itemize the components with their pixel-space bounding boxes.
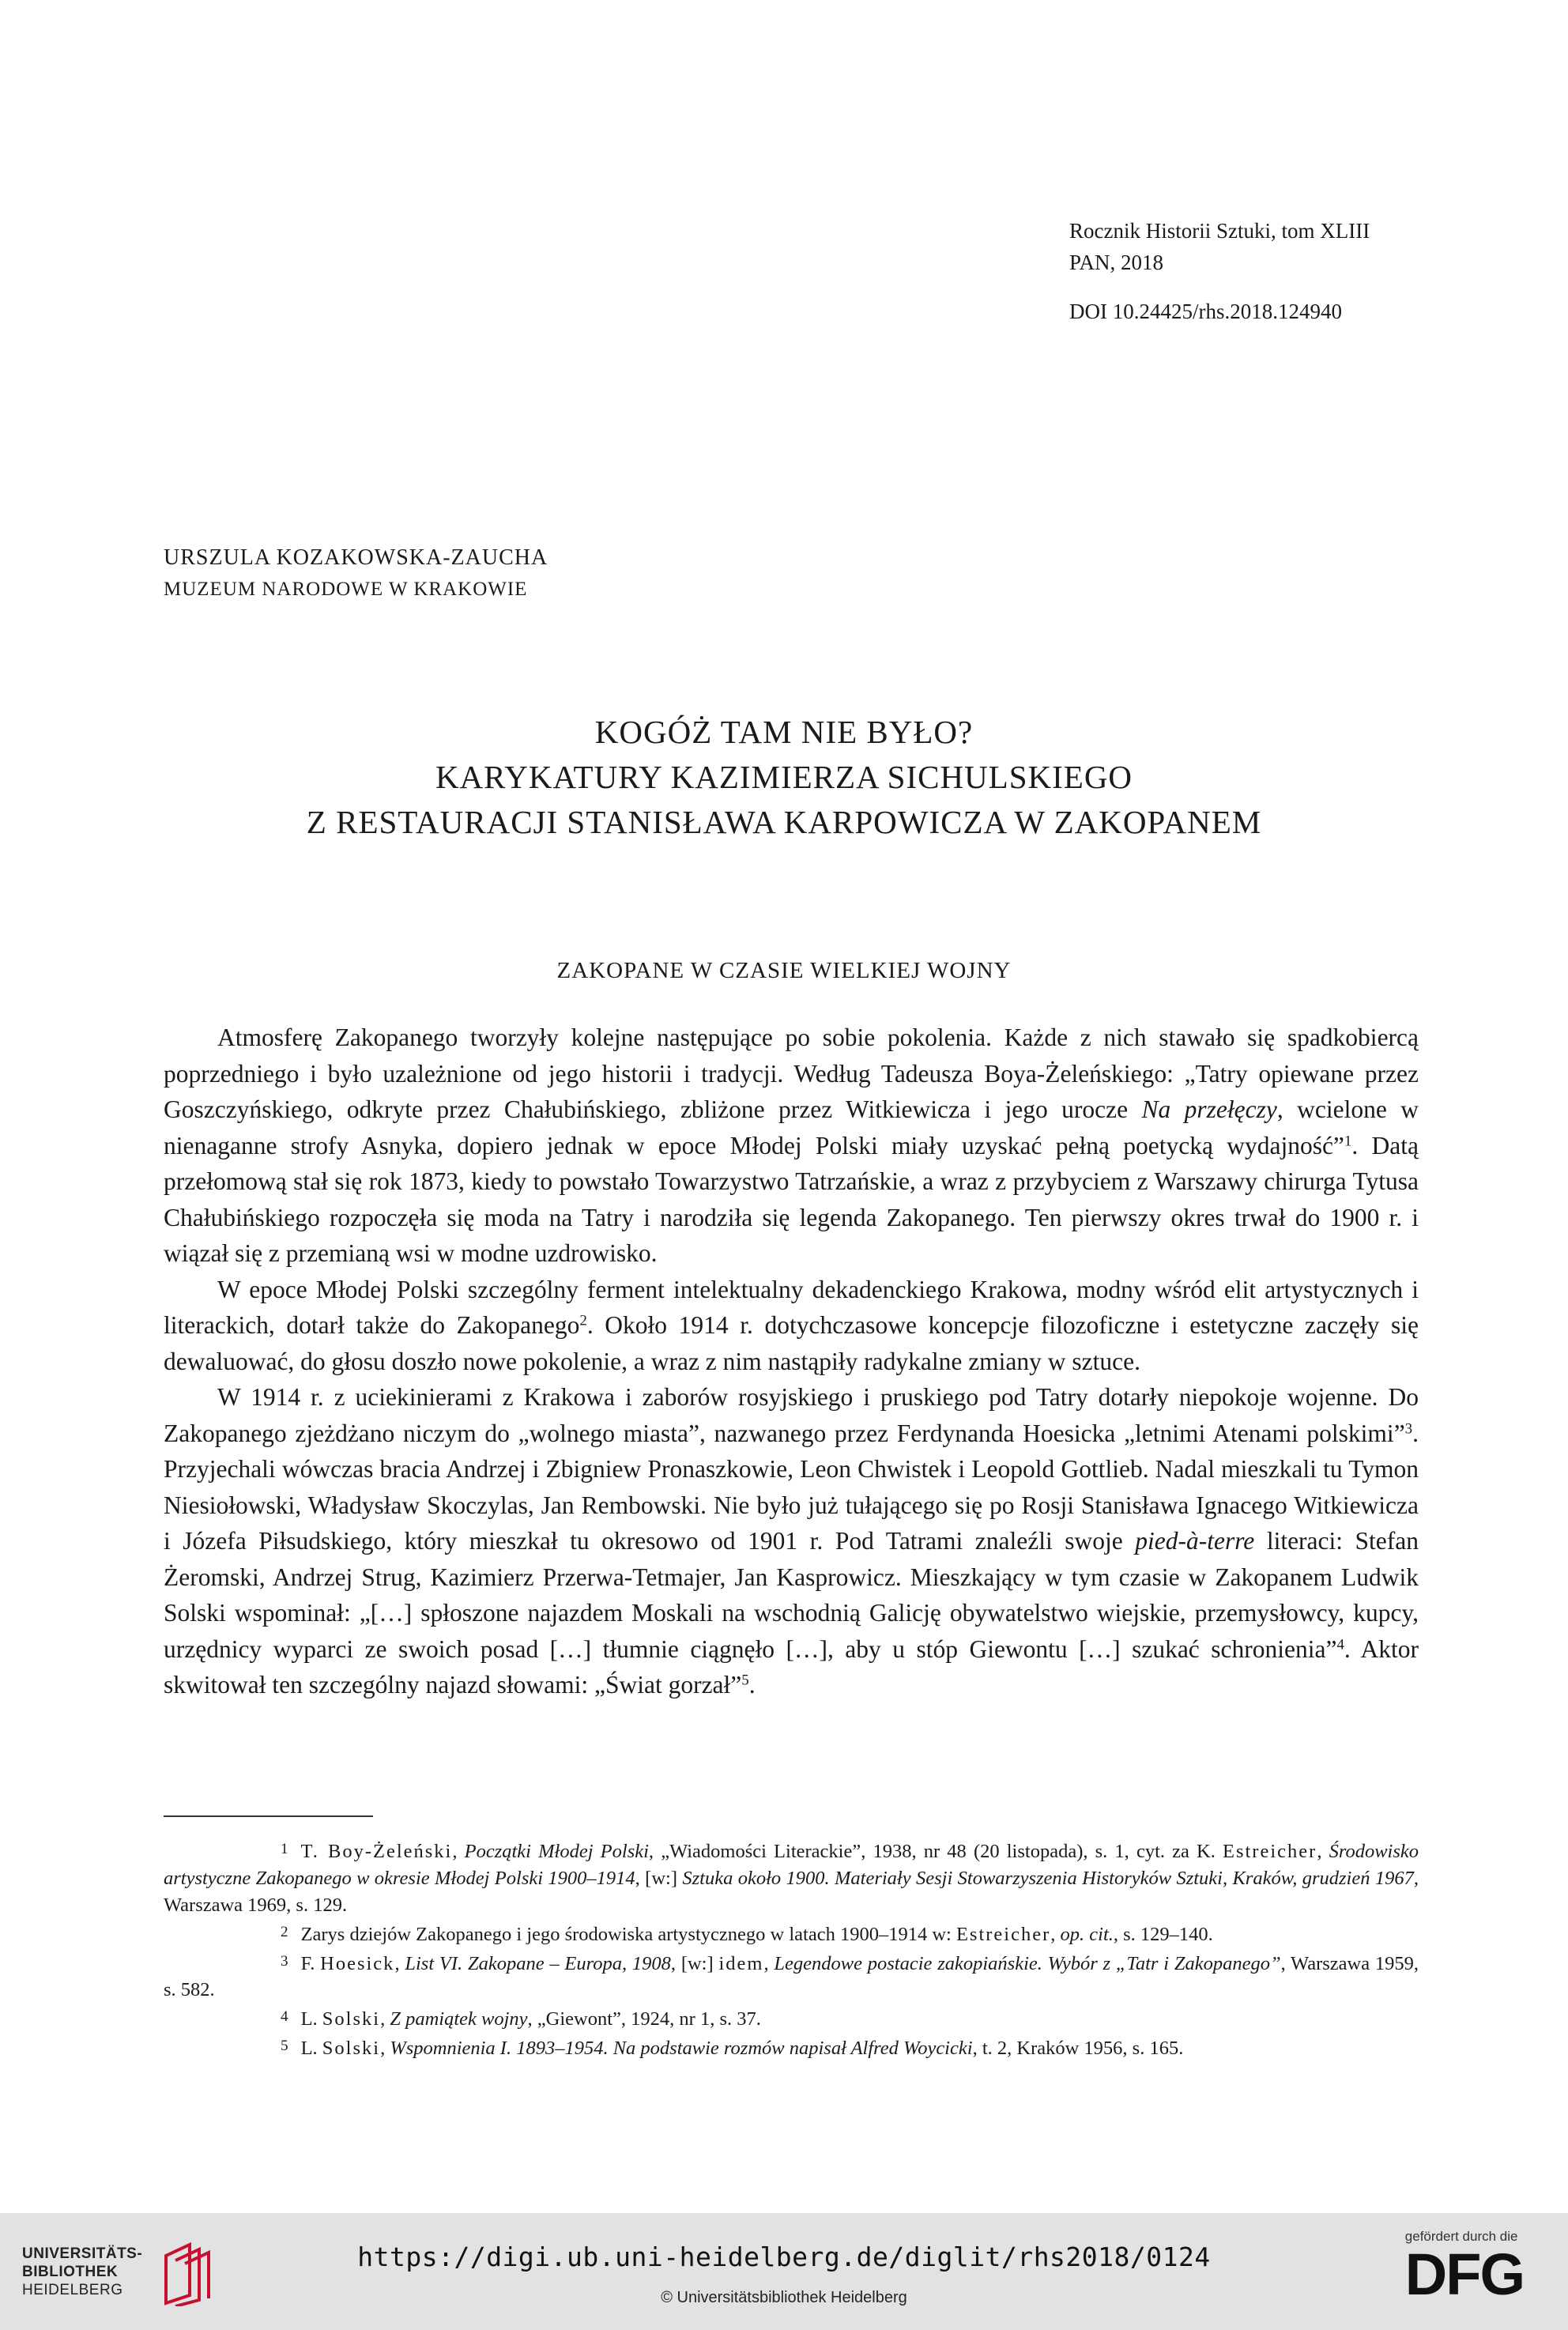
text-run: , „Giewont”, 1924, nr 1, s. 37. bbox=[527, 2008, 761, 2030]
article-title bbox=[0, 710, 1568, 845]
text-run: W epoce Młodej Polski szczególny ferment intelektualny dekadenckiego Krakowa, modny wśród elit artystycznych i literackich, dotarł także do Zakopanego bbox=[164, 1275, 1419, 1339]
text-run: . Aktor skwitował ten szczególny najazd słowami: „Świat gorzał” bbox=[164, 1634, 1419, 1698]
author-name-spaced: Estreicher bbox=[956, 1923, 1051, 1945]
text-run: , bbox=[1050, 1923, 1061, 1945]
library-name-line-3: HEIDELBERG bbox=[22, 2282, 123, 2298]
author-name: URSZULA KOZAKOWSKA-ZAUCHA bbox=[164, 545, 548, 570]
text-run: T. Boy-Żeleński bbox=[300, 1840, 453, 1862]
footnote-4 bbox=[164, 2004, 1419, 2033]
text-run: . Około 1914 r. dotychczasowe koncepcje filozoficzne i estetyczne zaczęły się dewaluować, do głosu doszło nowe pokolenie, a wraz z nim nastąpiły radykalne zmiany w sztuce. bbox=[164, 1311, 1419, 1375]
text-run: , bbox=[763, 1952, 775, 1974]
text-run: . Datą przełomową stał się rok 1873, kiedy to powstało Towarzystwo Tatrzańskie, a wraz z przybyciem z Warszawy chirurga Tytusa Chałubińskiego rozpoczęła się moda na Tatry i narodziła się legenda Zakopanego. Ten pierwszy okres trwał do 1900 r. i wiązał się z przemianą wsi w modne uzdrowisko. bbox=[164, 1131, 1419, 1267]
footnote-1 bbox=[164, 1836, 1419, 1919]
title-line-2: KARYKATURY KAZIMIERZA SICHULSKIEGO bbox=[435, 759, 1133, 795]
italic-title: Środowisko artystyczne Zakopanego w okresie Młodej Polski 1900–1914 bbox=[164, 1840, 1419, 1889]
text-run: , bbox=[452, 1840, 465, 1862]
text-run: , s. 129–140. bbox=[1113, 1923, 1213, 1945]
footnote-number: 2 bbox=[281, 1923, 288, 1940]
text-run: , bbox=[1317, 1840, 1329, 1862]
text-run: F. bbox=[300, 1952, 321, 1974]
dfg-funding-logo[interactable] bbox=[1404, 2229, 1524, 2307]
author-name-spaced: Solski bbox=[322, 2037, 381, 2059]
text-run: , [w:] bbox=[635, 1867, 683, 1889]
text-run: , [w:] bbox=[670, 1952, 719, 1974]
italic-title: Początki Młodej Polski bbox=[464, 1840, 649, 1862]
text-run: , t. 2, Kraków 1956, s. 165. bbox=[972, 2037, 1184, 2059]
text-run: . Przyjechali wówczas bracia Andrzej i Zbigniew Pronaszkowie, Leon Chwistek i Leopold Gottlieb. Nadal mieszkali tu Tymon Niesiołowski, Władysław Skoczylas, Jan Rembowski. Nie było już tułającego się po Rosji Stanisława Ignacego Witkiewicza i Józefa Piłsudskiego, który mieszkał tu okresowo od 1901 r. Pod Tatrami znaleźli swoje bbox=[164, 1419, 1419, 1555]
text-run: W 1914 r. z uciekinierami z Krakowa i zaborów rosyjskiego i pruskiego pod Tatry dotarły niepokoje wojenne. Do Zakopanego zjeżdżano niczym do „wolnego miasta”, nazwanego przez Ferdynanda Hoesicka „letnimi Atenami polskimi” bbox=[164, 1383, 1419, 1447]
funding-label: gefördert durch die bbox=[1404, 2229, 1518, 2244]
italic-title: List VI. Zakopane – Europa, 1908 bbox=[405, 1952, 671, 1974]
footnote-ref[interactable]: 2 bbox=[579, 1312, 587, 1329]
title-line-3: Z RESTAURACJI STANISŁAWA KARPOWICZA W ZAKOPANEM bbox=[306, 804, 1262, 840]
text-run: , Warszawa 1969, s. 129. bbox=[164, 1867, 1419, 1916]
author-name-spaced: Estreicher bbox=[1223, 1840, 1317, 1862]
text-run: . bbox=[748, 1671, 756, 1698]
text-run: Zarys dziejów Zakopanego i jego środowiska artystycznego w latach 1900–1914 w: bbox=[300, 1923, 956, 1945]
paragraph-2 bbox=[164, 1272, 1419, 1380]
footnote-ref[interactable]: 1 bbox=[1344, 1133, 1352, 1150]
footnote-ref[interactable]: 4 bbox=[1336, 1636, 1344, 1653]
author-name-spaced: Hoesick bbox=[320, 1952, 395, 1974]
footnote-5 bbox=[164, 2033, 1419, 2062]
text-run: Atmosferę Zakopanego tworzyły kolejne następujące po sobie pokolenia. Każde z nich stawało się spadkobiercą poprzedniego i było uzależnione od jego historii i tradycji. Według Tadeusza Boya-Żeleńskiego: „Tatry opiewane przez Goszczyńskiego, odkryte przez Chałubińskiego, zbliżone przez Witkiewicza i jego urocze bbox=[164, 1024, 1419, 1123]
italic-title: op. cit. bbox=[1060, 1923, 1114, 1945]
italic-title: Wspomnienia I. 1893–1954. Na podstawie rozmów napisał Alfred Woycicki bbox=[390, 2037, 973, 2059]
journal-title: Rocznik Historii Sztuki, tom XLIII bbox=[1069, 219, 1370, 243]
italic-title: Z pamiątek wojny bbox=[390, 2008, 528, 2030]
text-run: , „Wiadomości Literackie”, 1938, nr 48 (20 listopada), s. 1, cyt. za K. bbox=[648, 1840, 1223, 1862]
footnote-2 bbox=[164, 1919, 1419, 1948]
permalink-url[interactable]: https://digi.ub.uni-heidelberg.de/diglit/rhs2018/0124 bbox=[357, 2241, 1211, 2272]
library-name-line-1: UNIVERSITÄTS- bbox=[22, 2245, 143, 2262]
section-heading: ZAKOPANE W CZASIE WIELKIEJ WOJNY bbox=[556, 958, 1012, 983]
dfg-logo-text: DFG bbox=[1404, 2241, 1524, 2307]
footer-bar bbox=[0, 2213, 1568, 2330]
library-name-line-2: BIBLIOTHEK bbox=[22, 2264, 119, 2280]
copyright-text: © Universitätsbibliothek Heidelberg bbox=[661, 2289, 907, 2306]
author-institution: MUZEUM NARODOWE W KRAKOWIE bbox=[164, 579, 528, 600]
author-name-spaced: idem bbox=[718, 1952, 764, 1974]
text-run: , bbox=[394, 1952, 405, 1974]
article-body bbox=[164, 1020, 1419, 1703]
footnote-rule bbox=[164, 1815, 373, 1817]
text-run: , wcielone w nienaganne strofy Asnyka, dopiero jednak w epoce Młodej Polski miały uzyskać pełną poetycką wydajność” bbox=[164, 1095, 1419, 1159]
title-line-1: KOGÓŻ TAM NIE BYŁO? bbox=[594, 714, 974, 750]
italic-title: Sztuka około 1900. Materiały Sesji Stowarzyszenia Historyków Sztuki, Kraków, grudzień 1967 bbox=[682, 1867, 1414, 1889]
text-run: L. bbox=[300, 2037, 322, 2059]
footnote-number: 5 bbox=[281, 2038, 288, 2055]
footnote-ref[interactable]: 5 bbox=[741, 1672, 749, 1689]
text-run: , bbox=[380, 2037, 390, 2059]
journal-meta bbox=[1069, 215, 1370, 327]
footnote-number: 4 bbox=[281, 2008, 288, 2026]
author-name-spaced: Solski bbox=[322, 2008, 381, 2030]
text-run: literaci: Stefan Żeromski, Andrzej Strug, Kazimierz Przerwa-Tetmajer, Jan Kasprowicz. Mieszkający w tym czasie w Zakopanem Ludwik Solski wspominał: „[…] spłoszone najazdem Moskali na wschodnią Galicję obywatelstwo wiejskie, przemysłowcy, kupcy, urzędnicy wyparci ze swoich posad […] tłumnie ciągnęło […], aby u stóp Giewontu […] szukać schronienia” bbox=[164, 1527, 1419, 1663]
italic-title: Legendowe postacie zakopiańskie. Wybór z „Tatr i Zakopanego” bbox=[774, 1952, 1281, 1974]
paragraph-3 bbox=[164, 1379, 1419, 1703]
text-run: , bbox=[380, 2008, 390, 2030]
text-run: , Warszawa 1959, s. 582. bbox=[164, 1952, 1419, 2001]
footnote-number: 1 bbox=[281, 1841, 288, 1857]
footnote-number: 3 bbox=[281, 1952, 288, 1970]
paragraph-1 bbox=[164, 1020, 1419, 1272]
footnotes bbox=[164, 1836, 1419, 2062]
journal-publisher: PAN, 2018 bbox=[1069, 251, 1164, 274]
footnote-3 bbox=[164, 1948, 1419, 2004]
italic-term: pied-à-terre bbox=[1135, 1527, 1255, 1555]
text-run: L. bbox=[300, 2008, 322, 2030]
doi: DOI 10.24425/rhs.2018.124940 bbox=[1069, 300, 1342, 323]
footnote-ref[interactable]: 3 bbox=[1404, 1420, 1413, 1438]
author-block bbox=[164, 542, 548, 605]
italic-title: Na przełęczy bbox=[1141, 1095, 1277, 1123]
